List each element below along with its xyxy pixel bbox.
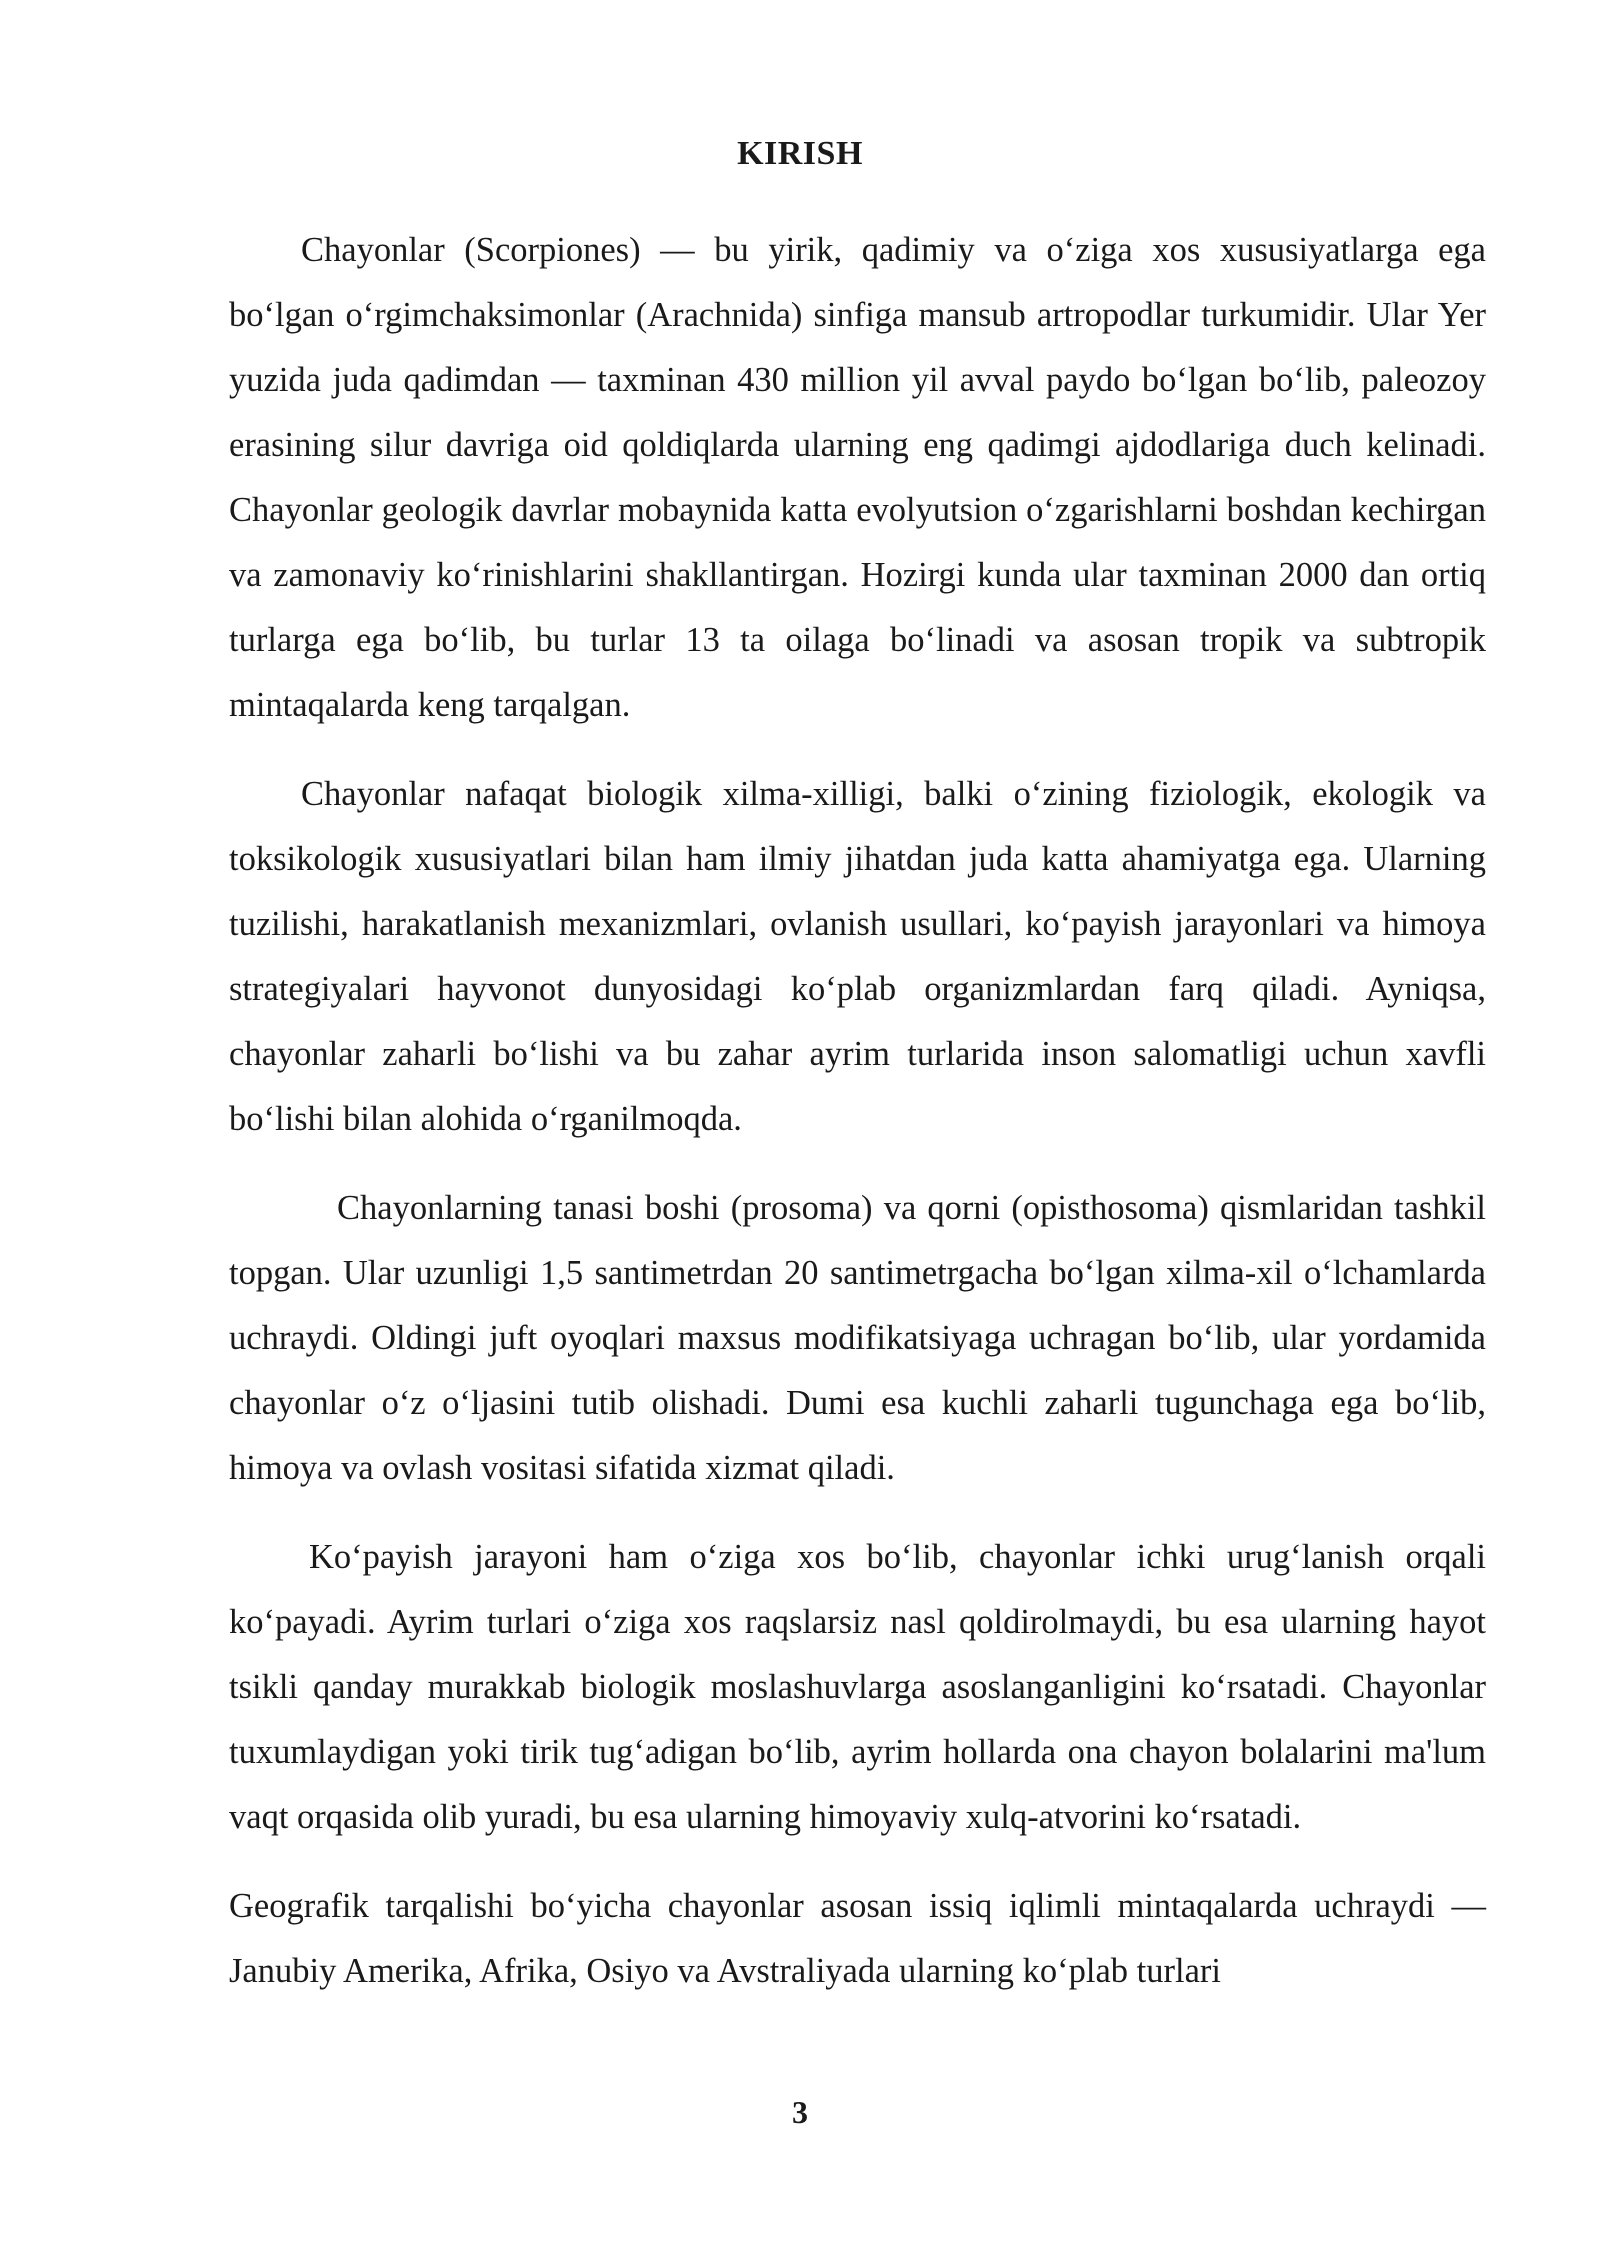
page-number: 3: [792, 2094, 808, 2130]
paragraph-4: Ko‘payish jarayoni ham o‘ziga xos bo‘lib, chayonlar ichki urug‘lanish orqali ko‘payadi. Ayrim turlari o‘ziga xos raqslarsiz nasl qoldirolmaydi, bu esa ularning hayot tsikli qanday murakkab biologik moslashuvlarga asoslanganligini ko‘rsatadi. Chayonlar tuxumlaydigan yoki tirik tug‘adigan bo‘lib, ayrim hollarda ona chayon bolalarini ma'lum vaqt orqasida olib yuradi, bu esa ularning himoyaviy xulq-atvorini ko‘rsatadi.: [229, 1538, 1486, 1836]
paragraph-5: Geografik tarqalishi bo‘yicha chayonlar asosan issiq iqlimli mintaqalarda uchraydi — Janubiy Amerika, Afrika, Osiyo va Avstraliyada ularning ko‘plab turlari: [229, 1887, 1486, 1990]
paragraph-2: Chayonlar nafaqat biologik xilma-xilligi, balki o‘zining fiziologik, ekologik va toksikologik xususiyatlari bilan ham ilmiy jihatdan juda katta ahamiyatga ega. Ularning tuzilishi, harakatlanish mexanizmlari, ovlanish usullari, ko‘payish jarayonlari va himoya strategiyalari hayvonot dunyosidagi ko‘plab organizmlardan farq qiladi. Ayniqsa, chayonlar zaharli bo‘lishi va bu zahar ayrim turlarida inson salomatligi uchun xavfli bo‘lishi bilan alohida o‘rganilmoqda.: [229, 775, 1486, 1138]
body-text: [229, 218, 1486, 2028]
paragraph-1: Chayonlar (Scorpiones) — bu yirik, qadimiy va o‘ziga xos xususiyatlarga ega bo‘lgan o‘rgimchaksimonlar (Arachnida) sinfiga mansub artropodlar turkumidir. Ular Yer yuzida juda qadimdan — taxminan 430 million yil avval paydo bo‘lgan bo‘lib, paleozoy erasining silur davriga oid qoldiqlarda ularning eng qadimgi ajdodlariga duch kelinadi. Chayonlar geologik davrlar mobaynida katta evolyutsion o‘zgarishlarni boshdan kechirgan va zamonaviy ko‘rinishlarini shakllantirgan. Hozirgi kunda ular taxminan 2000 dan ortiq turlarga ega bo‘lib, bu turlar 13 ta oilaga bo‘linadi va asosan tropik va subtropik mintaqalarda keng tarqalgan.: [229, 231, 1486, 724]
paragraph-3: Chayonlarning tanasi boshi (prosoma) va qorni (opisthosoma) qismlaridan tashkil topgan. Ular uzunligi 1,5 santimetrdan 20 santimetrgacha bo‘lgan xilma-xil o‘lchamlarda uchraydi. Oldingi juft oyoqlari maxsus modifikatsiyaga uchragan bo‘lib, ular yordamida chayonlar o‘z o‘ljasini tutib olishadi. Dumi esa kuchli zaharli tugunchaga ega bo‘lib, himoya va ovlash vositasi sifatida xizmat qiladi.: [229, 1189, 1486, 1487]
section-title: KIRISH: [737, 135, 863, 172]
